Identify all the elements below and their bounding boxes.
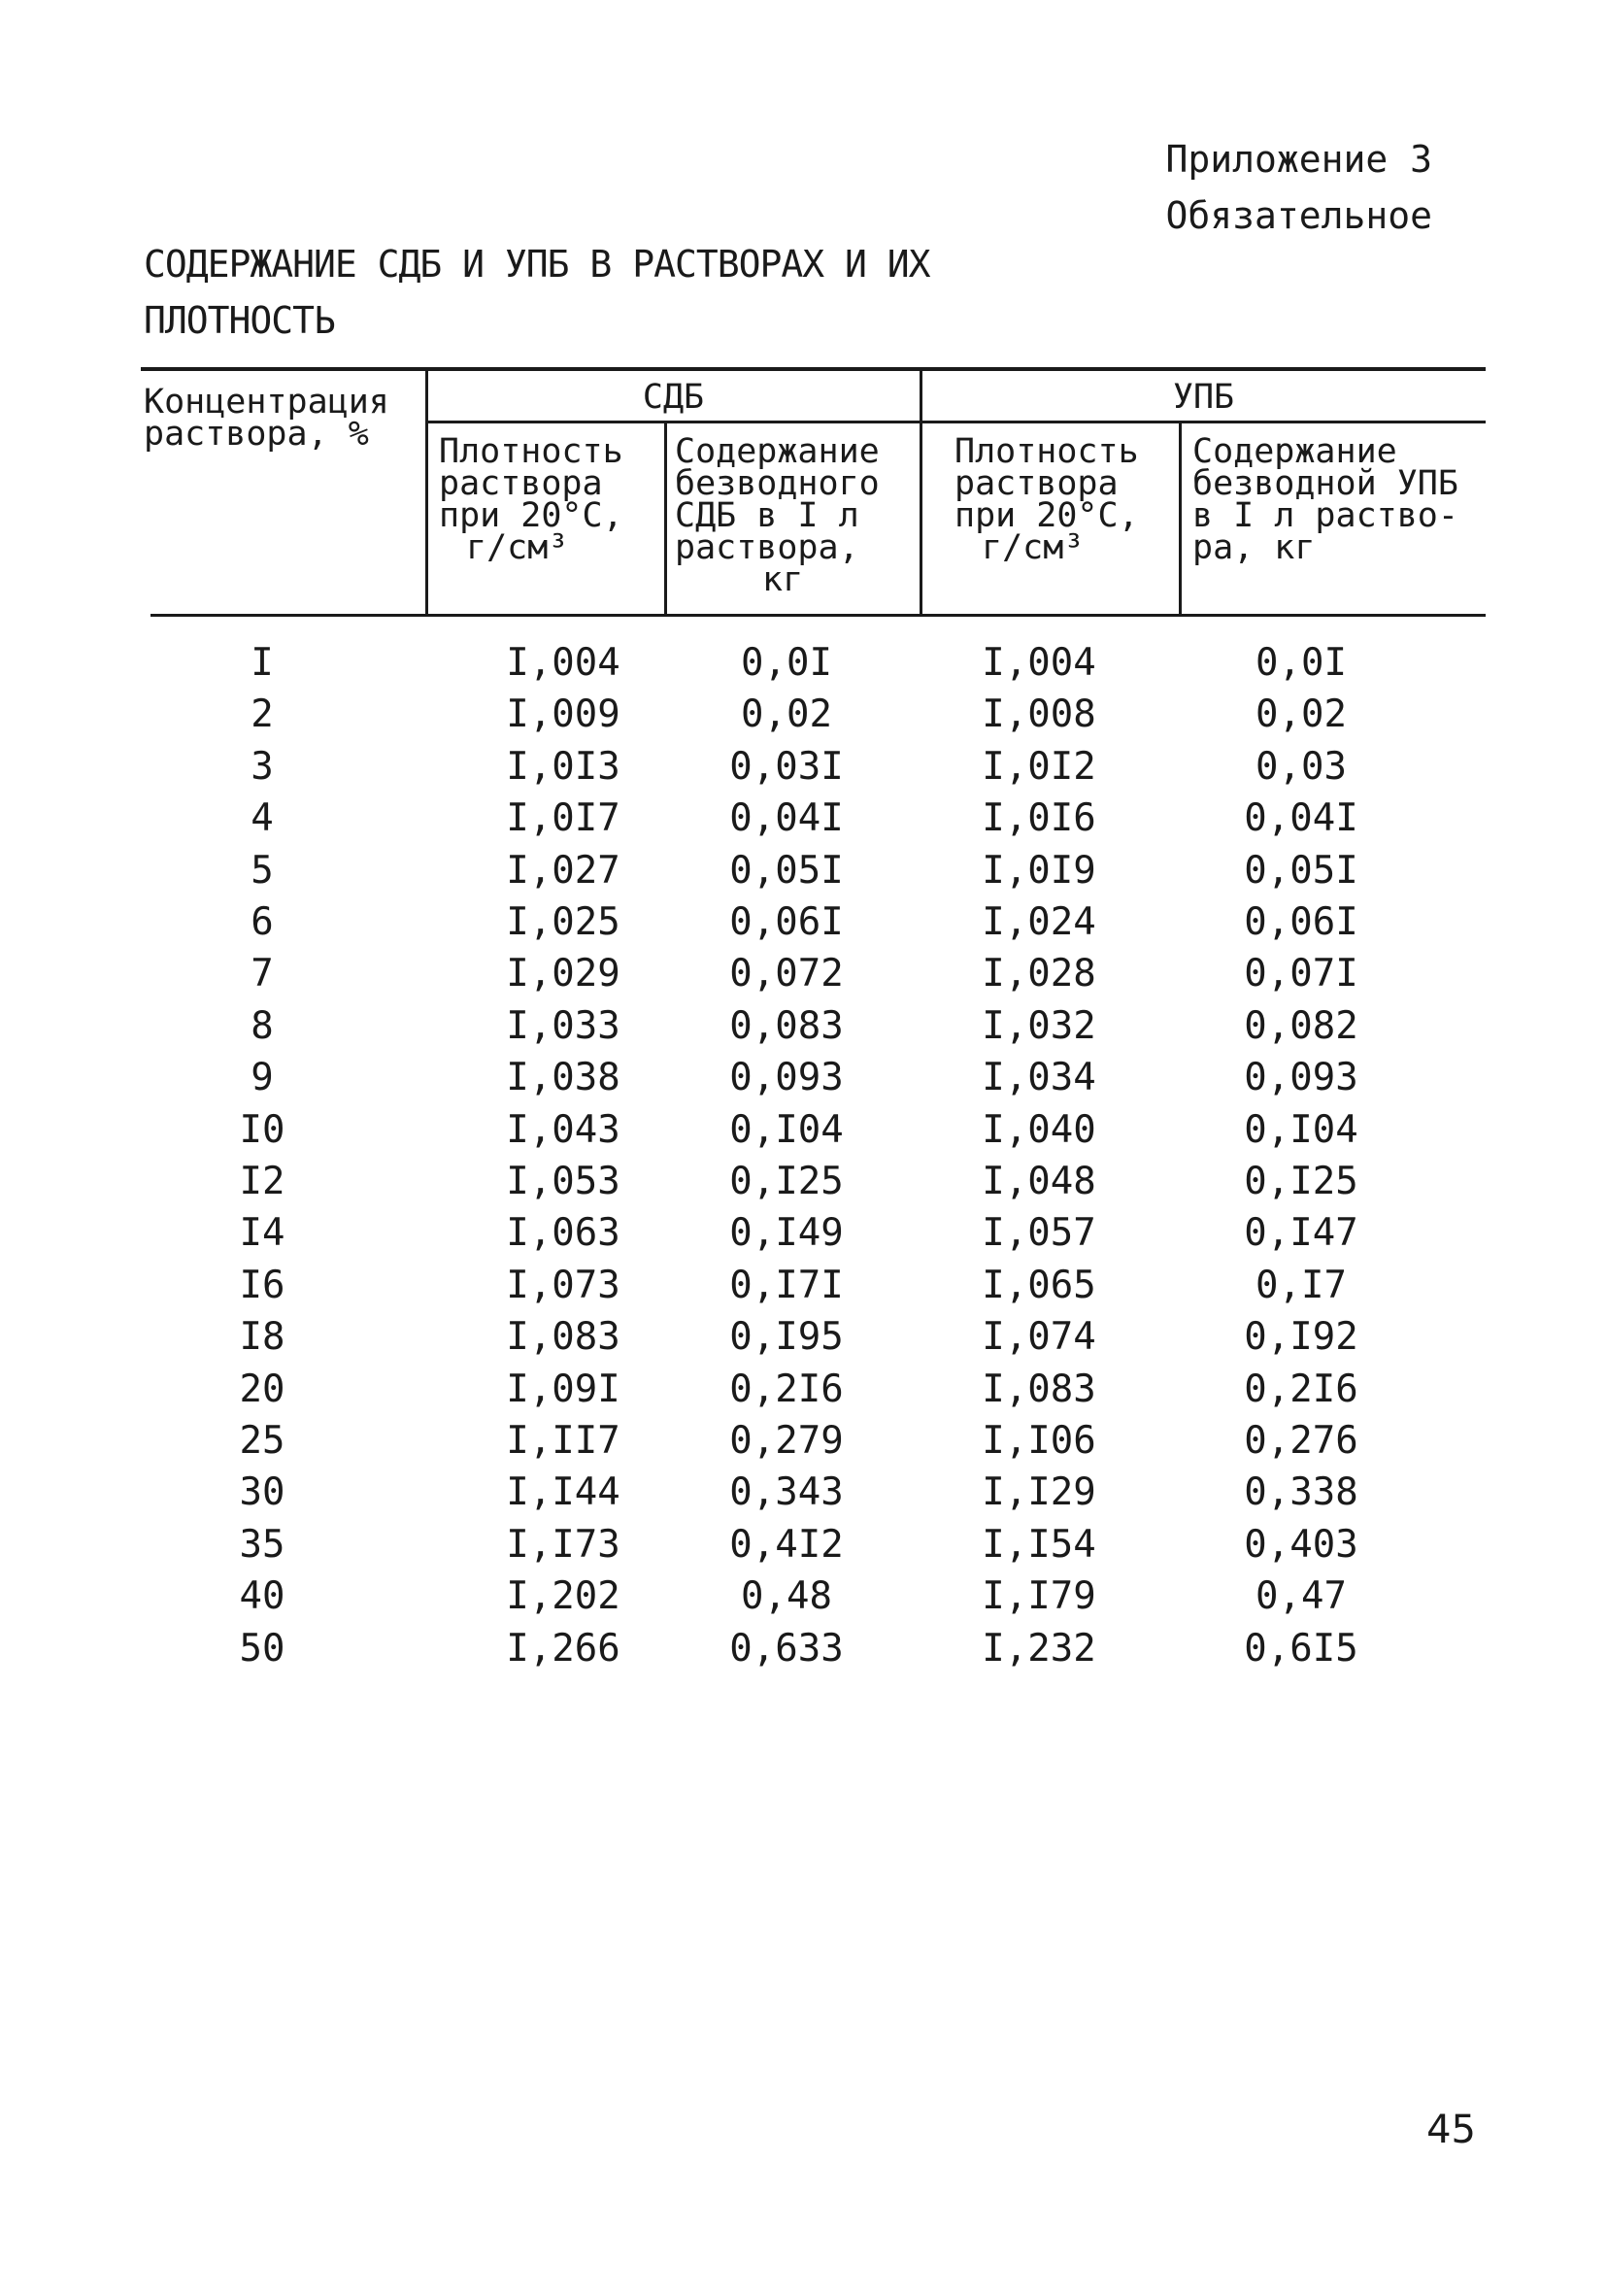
sdb-content-cell: 0,06I [729, 900, 844, 944]
sdb-density-cell: I,063 [506, 1211, 620, 1256]
table-row [0, 796, 1607, 848]
upb-content-cell: 0,47 [1255, 1574, 1347, 1619]
table-row [0, 1211, 1607, 1263]
upb-content-cell: 0,04I [1244, 796, 1358, 841]
table-row [0, 900, 1607, 952]
sdb-content-cell: 0,0I [741, 641, 832, 685]
sdb-density-cell: I,I44 [506, 1470, 620, 1515]
sdb-content-cell: 0,072 [729, 952, 844, 996]
header-upb-content: Содержание безводной УПБ в I л раство- ра, кг [1192, 432, 1458, 567]
upb-density-cell: I,0I9 [982, 848, 1096, 893]
table-row [0, 1419, 1607, 1470]
upb-density-cell: I,032 [982, 1003, 1096, 1048]
upb-density-cell: I,008 [982, 692, 1096, 737]
upb-density-cell: I,034 [982, 1056, 1096, 1100]
table-row [0, 1523, 1607, 1574]
header-sdb-density: Плотность раствора при 20°С, г/см³ [439, 432, 623, 567]
table-row [0, 1264, 1607, 1315]
upb-density-cell: I,074 [982, 1315, 1096, 1360]
table-top-rule [141, 367, 1486, 371]
sdb-content-cell: 0,48 [741, 1574, 832, 1619]
sdb-content-cell: 0,633 [729, 1626, 844, 1671]
header-sdb-content: Содержание безводного СДБ в I л раствора, кг [675, 432, 880, 599]
concentration-cell: I6 [239, 1263, 285, 1307]
upb-density-cell: I,0I2 [982, 744, 1096, 789]
concentration-cell: 8 [251, 1003, 274, 1048]
upb-density-cell: I,057 [982, 1211, 1096, 1256]
upb-density-cell: I,048 [982, 1160, 1096, 1203]
appendix-label [1165, 131, 1432, 244]
upb-content-cell: 0,I47 [1244, 1211, 1358, 1256]
upb-content-cell: 0,02 [1255, 692, 1347, 737]
upb-density-cell: I,I79 [982, 1574, 1096, 1619]
table-row [0, 952, 1607, 1003]
sdb-content-cell: 0,I7I [729, 1263, 844, 1307]
table-row [0, 745, 1607, 796]
sdb-content-cell: 0,I49 [729, 1211, 844, 1256]
table-row [0, 1160, 1607, 1211]
upb-density-cell: I,024 [982, 900, 1096, 944]
header-group-upb: УПБ [1172, 378, 1235, 417]
sdb-density-cell: I,038 [506, 1056, 620, 1100]
table-row [0, 1367, 1607, 1419]
concentration-cell: I2 [239, 1160, 285, 1203]
upb-density-cell: I,I54 [982, 1522, 1096, 1567]
appendix-number: Приложение 3 [1165, 138, 1432, 181]
document-title [144, 236, 1018, 349]
col-divider-2 [664, 422, 667, 616]
upb-density-cell: I,083 [982, 1367, 1096, 1411]
concentration-cell: 40 [239, 1574, 285, 1619]
table-row [0, 1315, 1607, 1367]
sdb-density-cell: I,202 [506, 1574, 620, 1619]
sdb-content-cell: 0,4I2 [729, 1522, 844, 1567]
col-divider-4 [1179, 422, 1182, 616]
upb-content-cell: 0,I25 [1244, 1160, 1358, 1203]
upb-content-cell: 0,07I [1244, 952, 1358, 996]
concentration-cell: 50 [239, 1626, 285, 1671]
table-row [0, 1470, 1607, 1522]
concentration-cell: 35 [239, 1522, 285, 1567]
sdb-content-cell: 0,03I [729, 744, 844, 789]
upb-content-cell: 0,I04 [1244, 1107, 1358, 1152]
concentration-cell: 7 [251, 952, 274, 996]
upb-content-cell: 0,276 [1244, 1419, 1358, 1463]
sdb-content-cell: 0,083 [729, 1003, 844, 1048]
appendix-status: Обязательное [1165, 194, 1432, 237]
sdb-content-cell: 0,05I [729, 848, 844, 893]
table-row [0, 1004, 1607, 1056]
upb-density-cell: I,040 [982, 1107, 1096, 1152]
upb-content-cell: 0,2I6 [1244, 1367, 1358, 1411]
sdb-density-cell: I,004 [506, 641, 620, 685]
header-concentration: Концентрация раствора, % [144, 383, 389, 454]
sdb-density-cell: I,033 [506, 1003, 620, 1048]
upb-content-cell: 0,338 [1244, 1470, 1358, 1515]
upb-content-cell: 0,03 [1255, 744, 1347, 789]
sdb-density-cell: I,043 [506, 1107, 620, 1152]
group-header-rule [427, 421, 1486, 423]
header-bottom-rule [151, 614, 1486, 617]
concentration-cell: 30 [239, 1470, 285, 1515]
sdb-content-cell: 0,04I [729, 796, 844, 841]
sdb-density-cell: I,025 [506, 900, 620, 944]
concentration-cell: I [251, 641, 274, 685]
sdb-content-cell: 0,343 [729, 1470, 844, 1515]
concentration-cell: 2 [251, 692, 274, 737]
sdb-density-cell: I,053 [506, 1160, 620, 1203]
sdb-density-cell: I,266 [506, 1626, 620, 1671]
upb-content-cell: 0,I92 [1244, 1315, 1358, 1360]
sdb-density-cell: I,009 [506, 692, 620, 737]
title-line-1: СОДЕРЖАНИЕ СДБ И УПБ В РАСТВОРАХ И ИХ [144, 243, 930, 286]
upb-content-cell: 0,05I [1244, 848, 1358, 893]
table-row [0, 692, 1607, 744]
upb-density-cell: I,065 [982, 1263, 1096, 1307]
upb-density-cell: I,232 [982, 1626, 1096, 1671]
upb-content-cell: 0,6I5 [1244, 1626, 1358, 1671]
sdb-density-cell: I,09I [506, 1367, 620, 1411]
sdb-density-cell: I,0I7 [506, 796, 620, 841]
sdb-density-cell: I,0I3 [506, 744, 620, 789]
sdb-density-cell: I,083 [506, 1315, 620, 1360]
table-row [0, 641, 1607, 692]
upb-density-cell: I,0I6 [982, 796, 1096, 841]
upb-density-cell: I,028 [982, 952, 1096, 996]
upb-density-cell: I,004 [982, 641, 1096, 685]
upb-content-cell: 0,0I [1255, 641, 1347, 685]
sdb-content-cell: 0,2I6 [729, 1367, 844, 1411]
concentration-cell: 6 [251, 900, 274, 944]
concentration-cell: 5 [251, 848, 274, 893]
table-row [0, 1108, 1607, 1160]
sdb-density-cell: I,029 [506, 952, 620, 996]
concentration-cell: I0 [239, 1107, 285, 1152]
concentration-cell: 4 [251, 796, 274, 841]
table-row [0, 1627, 1607, 1678]
concentration-cell: I8 [239, 1315, 285, 1360]
sdb-content-cell: 0,I95 [729, 1315, 844, 1360]
concentration-cell: 20 [239, 1367, 285, 1411]
concentration-cell: I4 [239, 1211, 285, 1256]
sdb-content-cell: 0,I25 [729, 1160, 844, 1203]
sdb-content-cell: 0,279 [729, 1419, 844, 1463]
sdb-content-cell: 0,02 [741, 692, 832, 737]
sdb-density-cell: I,073 [506, 1263, 620, 1307]
concentration-cell: 3 [251, 744, 274, 789]
title-line-2: ПЛОТНОСТЬ [144, 299, 335, 342]
sdb-content-cell: 0,I04 [729, 1107, 844, 1152]
sdb-density-cell: I,027 [506, 848, 620, 893]
upb-content-cell: 0,082 [1244, 1003, 1358, 1048]
table-row [0, 1056, 1607, 1107]
concentration-cell: 25 [239, 1419, 285, 1463]
table-row [0, 1574, 1607, 1626]
header-upb-density: Плотность раствора при 20°С, г/см³ [954, 432, 1139, 567]
upb-content-cell: 0,403 [1244, 1522, 1358, 1567]
sdb-density-cell: I,II7 [506, 1419, 620, 1463]
header-group-sdb: СДБ [642, 378, 705, 417]
upb-content-cell: 0,I7 [1255, 1263, 1347, 1307]
upb-content-cell: 0,06I [1244, 900, 1358, 944]
sdb-content-cell: 0,093 [729, 1056, 844, 1100]
table-row [0, 849, 1607, 900]
upb-content-cell: 0,093 [1244, 1056, 1358, 1100]
upb-density-cell: I,I06 [982, 1419, 1096, 1463]
page-number: 45 [1426, 2108, 1476, 2152]
concentration-cell: 9 [251, 1056, 274, 1100]
upb-density-cell: I,I29 [982, 1470, 1096, 1515]
sdb-density-cell: I,I73 [506, 1522, 620, 1567]
